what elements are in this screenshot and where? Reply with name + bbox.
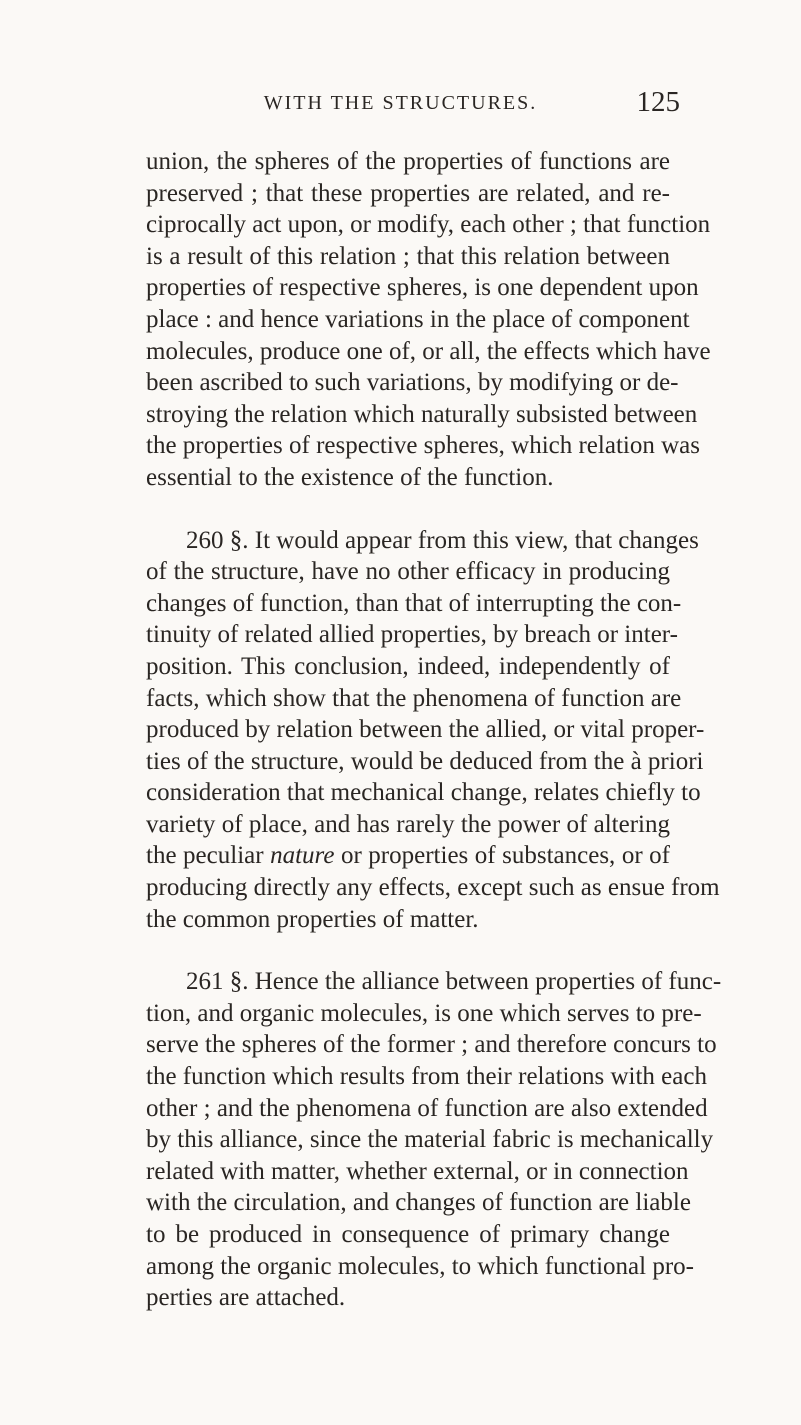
- text-line: variety of place, and has rarely the power of altering: [146, 810, 670, 838]
- text-run: the peculiar: [146, 842, 271, 870]
- text-line: of the structure, have no other efficacy in producing: [146, 558, 670, 586]
- text-line: by this alliance, since the material fabric is mechanically: [146, 1126, 714, 1154]
- text-line: ciprocally act upon, or modify, each other ; that function: [146, 211, 711, 239]
- text-line: changes of function, than that of interrupting the con-: [146, 589, 682, 617]
- italic-word: nature: [270, 842, 335, 870]
- page-number: 125: [636, 86, 680, 118]
- text-line: the common properties of matter.: [146, 905, 479, 933]
- text-line: with the circulation, and changes of function are liable: [146, 1189, 691, 1217]
- text-line: among the organic molecules, to which functional pro-: [146, 1252, 694, 1280]
- text-line: produced by relation between the allied, or vital proper-: [146, 716, 705, 744]
- text-line: consideration that mechanical change, relates chiefly to: [146, 779, 701, 807]
- text-line: tion, and organic molecules, is one which serves to pre-: [146, 999, 702, 1027]
- text-line: position. This conclusion, indeed, independently of: [146, 652, 670, 680]
- text-line: is a result of this relation ; that this relation between: [146, 242, 670, 270]
- text-line: properties of respective spheres, is one dependent upon: [146, 274, 699, 302]
- text-line: other ; and the phenomena of function are also extended: [146, 1094, 708, 1122]
- text-line: the properties of respective spheres, which relation was: [146, 432, 700, 460]
- text-line: facts, which show that the phenomena of function are: [146, 684, 682, 712]
- text-line: serve the spheres of the former ; and therefore concurs to: [146, 1031, 717, 1059]
- text-line: producing directly any effects, except such as ensue from: [146, 874, 720, 902]
- text-line: related with matter, whether external, or in connection: [146, 1157, 689, 1185]
- text-line: been ascribed to such variations, by modifying or de-: [146, 369, 679, 397]
- text-line: place : and hence variations in the place of component: [146, 305, 690, 333]
- body-text: [146, 146, 722, 1314]
- running-head-title: WITH THE STRUCTURES.: [263, 92, 538, 114]
- text-line: union, the spheres of the properties of functions are: [146, 148, 670, 175]
- paragraph-1: [146, 146, 711, 494]
- text-line: 261 §. Hence the alliance between properties of func-: [186, 968, 722, 996]
- text-line: the function which results from their relations with each: [146, 1063, 707, 1091]
- text-line: essential to the existence of the function.: [146, 463, 554, 491]
- text-line: 260 §. It would appear from this view, that changes: [186, 526, 699, 554]
- running-head: [0, 86, 801, 122]
- text-line-with-italic: [146, 840, 670, 872]
- text-line: perties are attached.: [146, 1284, 346, 1312]
- text-line: tinuity of related allied properties, by breach or inter-: [146, 621, 678, 649]
- text-run: or properties of substances, or of: [334, 842, 670, 870]
- text-line: stroying the relation which naturally subsisted between: [146, 400, 698, 428]
- text-line: molecules, produce one of, or all, the effects which have: [146, 337, 711, 365]
- text-line: to be produced in consequence of primary change: [146, 1221, 670, 1248]
- text-line: preserved ; that these properties are related, and re-: [146, 179, 670, 207]
- paragraph-260: [146, 525, 720, 936]
- paragraph-261: [146, 966, 722, 1314]
- text-line: ties of the structure, would be deduced from the à priori: [146, 747, 704, 775]
